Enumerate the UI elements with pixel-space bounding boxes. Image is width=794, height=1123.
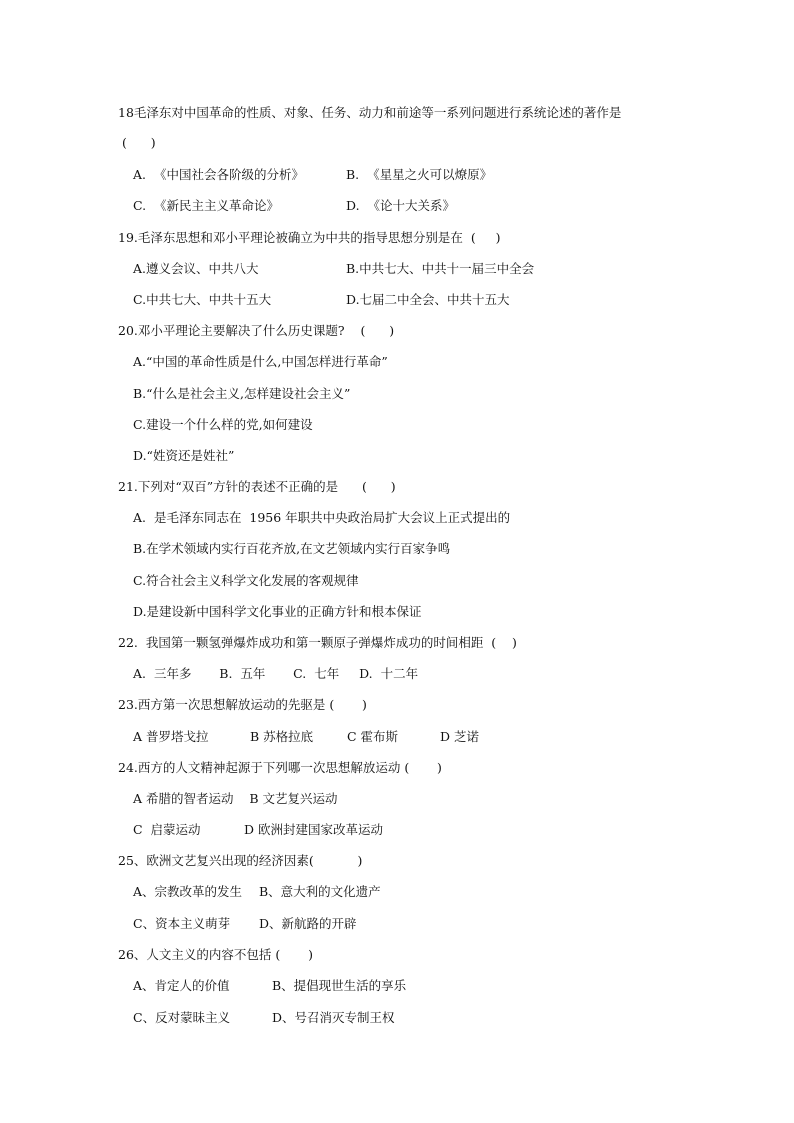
question-18-blank: ( ) xyxy=(122,135,156,150)
question-26-option-d: D、号召消灭专制王权 xyxy=(272,1010,395,1025)
question-23-option-a: A 普罗塔戈拉 xyxy=(133,729,209,744)
question-23-option-c: C 霍布斯 xyxy=(347,729,399,744)
question-25-option-a: A、宗教改革的发生 xyxy=(133,884,243,899)
question-21-option-a: A. 是毛泽东同志在 1956 年职共中央政治局扩大会议上正式提出的 xyxy=(133,510,511,525)
question-18-option-d: D. 《论十大关系》 xyxy=(346,198,455,213)
question-21-option-c: C.符合社会主义科学文化发展的客观规律 xyxy=(133,573,359,588)
question-20-stem: 20.邓小平理论主要解决了什么历史课题? ( ) xyxy=(118,323,395,338)
question-18-option-c: C. 《新民主主义革命论》 xyxy=(133,198,280,213)
question-21-option-d: D.是建设新中国科学文化事业的正确方针和根本保证 xyxy=(133,604,422,619)
question-25-option-b: B、意大利的文化遗产 xyxy=(259,884,381,899)
question-25-option-d: D、新航路的开辟 xyxy=(259,916,357,931)
question-20-option-a: A.“中国的革命性质是什么,中国怎样进行革命” xyxy=(133,354,388,369)
question-23-stem: 23.西方第一次思想解放运动的先驱是 ( ) xyxy=(118,697,367,712)
question-23-option-d: D 芝诺 xyxy=(440,729,479,744)
question-19-option-a: A.遵义会议、中共八大 xyxy=(133,261,259,276)
question-18-stem: 18毛泽东对中国革命的性质、对象、任务、动力和前途等一系列问题进行系统论述的著作是 xyxy=(118,105,622,120)
question-19-option-c: C.中共七大、中共十五大 xyxy=(133,292,272,307)
question-20-option-c: C.建设一个什么样的党,如何建设 xyxy=(133,417,313,432)
question-18-option-a: A. 《中国社会各阶级的分析》 xyxy=(133,167,304,182)
question-26-option-a: A、肯定人的价值 xyxy=(133,978,230,993)
question-23-option-b: B 苏格拉底 xyxy=(250,729,314,744)
question-21-stem: 21.下列对“双百”方针的表述不正确的是 ( ) xyxy=(118,479,396,494)
question-25-stem: 25、欧洲文艺复兴出现的经济因素( ) xyxy=(118,853,363,868)
question-26-option-c: C、反对蒙昧主义 xyxy=(133,1010,231,1025)
question-22-stem: 22. 我国第一颗氢弹爆炸成功和第一颗原子弹爆炸成功的时间相距 ( ) xyxy=(118,635,517,650)
question-26-stem: 26、人文主义的内容不包括 ( ) xyxy=(118,947,313,962)
question-24-option-d: D 欧洲封建国家改革运动 xyxy=(244,822,383,837)
question-25-option-c: C、资本主义萌芽 xyxy=(133,916,231,931)
question-20-option-d: D.“姓资还是姓社” xyxy=(133,448,235,463)
question-22-options: A. 三年多 B. 五年 C. 七年 D. 十二年 xyxy=(133,666,419,681)
question-24-option-c: C 启蒙运动 xyxy=(133,822,201,837)
question-19-option-d: D.七届二中全会、中共十五大 xyxy=(346,292,510,307)
question-21-option-b: B.在学术领域内实行百花齐放,在文艺领域内实行百家争鸣 xyxy=(133,541,451,556)
question-20-option-b: B.“什么是社会主义,怎样建设社会主义” xyxy=(133,386,351,401)
question-18-option-b: B. 《星星之火可以燎原》 xyxy=(346,167,493,182)
question-24-option-ab: A 希腊的智者运动 B 文艺复兴运动 xyxy=(133,791,338,806)
question-19-option-b: B.中共七大、中共十一届三中全会 xyxy=(346,261,535,276)
question-26-option-b: B、提倡现世生活的享乐 xyxy=(272,978,407,993)
question-24-stem: 24.西方的人文精神起源于下列哪一次思想解放运动 ( ) xyxy=(118,760,442,775)
question-19-stem: 19.毛泽东思想和邓小平理论被确立为中共的指导思想分别是在 ( ) xyxy=(118,230,501,245)
